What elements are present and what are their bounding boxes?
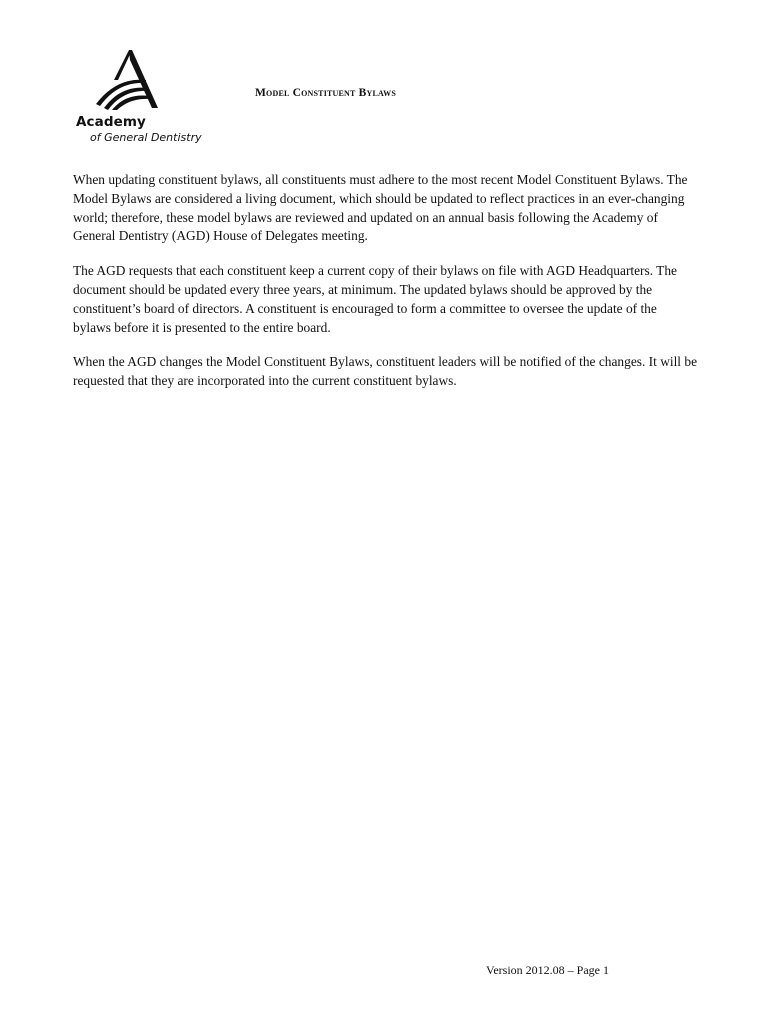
- page-footer-version: Version 2012.08 – Page 1: [486, 963, 609, 977]
- logo-name: Academy: [76, 114, 146, 130]
- agd-logo: [76, 50, 206, 146]
- body-paragraph-2: The AGD requests that each constituent keep a current copy of their bylaws on file with AGD Headquarters. The document should be updated every three years, at minimum. The updated bylaws should be approved by the constituent’s board of directors. A constituent is encouraged to form a committee to oversee the update of the bylaws before it is presented to the entire board.: [73, 263, 678, 335]
- document-body: [73, 171, 698, 407]
- document-title: Model Constituent Bylaws: [255, 87, 396, 99]
- agd-logo-mark-icon: [96, 50, 160, 110]
- body-paragraph-3: When the AGD changes the Model Constituent Bylaws, constituent leaders will be notified of the changes. It will be requested that they are incorporated into the current constituent bylaws.: [73, 354, 698, 389]
- body-paragraph-1: When updating constituent bylaws, all constituents must adhere to the most recent Model Constituent Bylaws. The Model Bylaws are considered a living document, which should be updated to reflect practices in an ever-changing world; therefore, these model bylaws are reviewed and updated on an annual basis following the Academy of General Dentistry (AGD) House of Delegates meeting.: [73, 172, 688, 244]
- logo-subtitle: of General Dentistry: [90, 131, 202, 144]
